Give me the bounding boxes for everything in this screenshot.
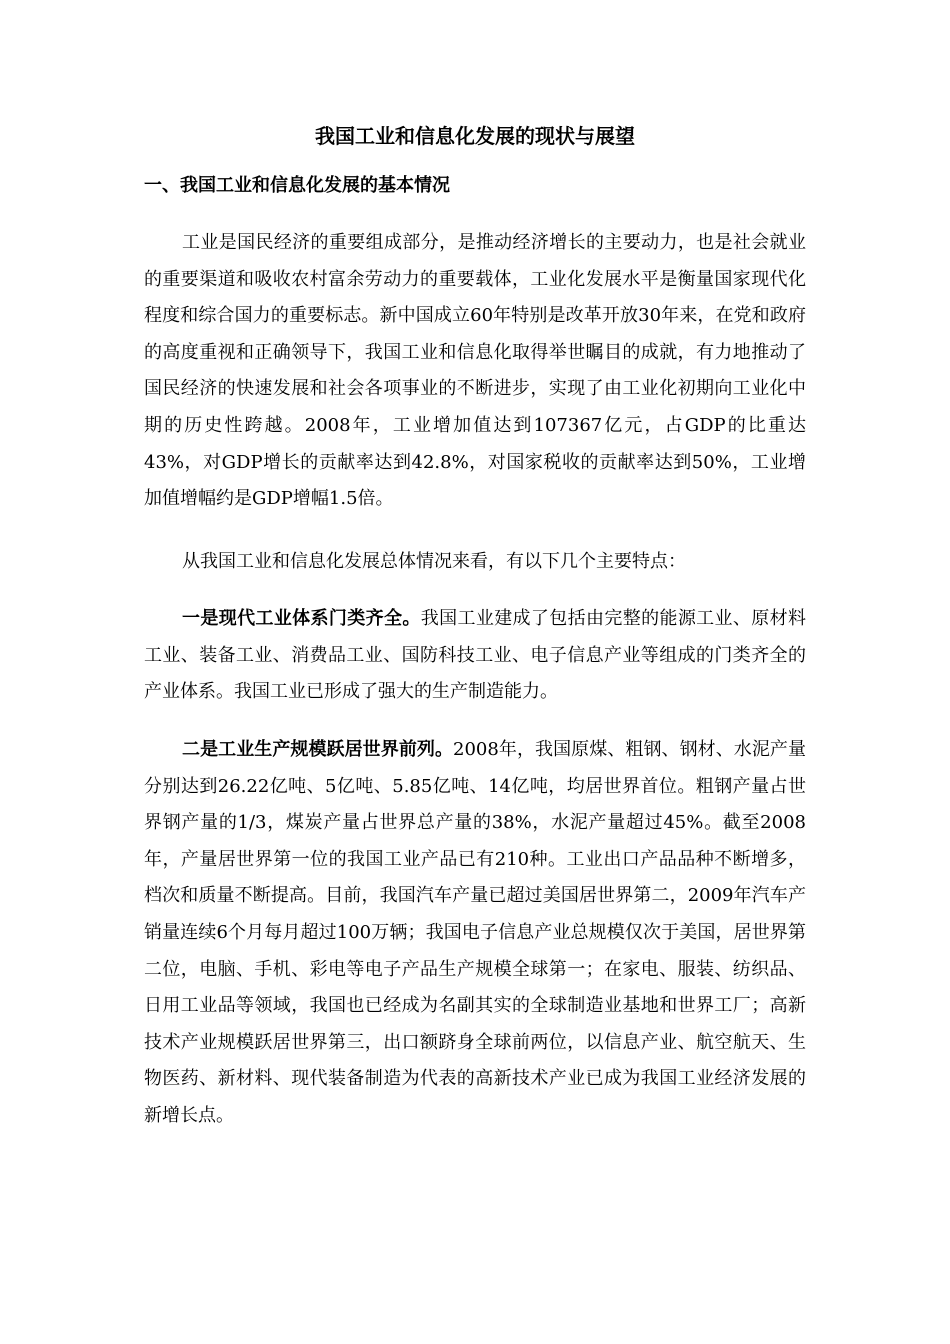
paragraph-text: 我国工业建成了包括由完整的能源工业、原材料工业、装备工业、消费品工业、国防科技工业、电子信息产业等组成的门类齐全的产业体系。我国工业已形成了强大的生产制造能力。 xyxy=(144,608,807,703)
paragraph-feature-2 xyxy=(144,732,806,1135)
paragraph-text: 从我国工业和信息化发展总体情况来看，有以下几个主要特点： xyxy=(182,551,686,572)
paragraph-text: 工业是国民经济的重要组成部分，是推动经济增长的主要动力，也是社会就业的重要渠道和吸收农村富余劳动力的重要载体，工业化发展水平是衡量国家现代化程度和综合国力的重要标志。新中国成立60年特别是改革开放30年来，在党和政府的高度重视和正确领导下，我国工业和信息化取得举世瞩目的成就，有力地推动了国民经济的快速发展和社会各项事业的不断进步，实现了由工业化初期向工业化中期的历史性跨越。2008年，工业增加值达到107367亿元，占GDP的比重达43%，对GDP增长的贡献率达到42.8%，对国家税收的贡献率达到50%，工业增加值增幅约是GDP增幅1.5倍。 xyxy=(144,232,806,510)
paragraph-feature-1 xyxy=(144,601,806,711)
section-heading: 一、我国工业和信息化发展的基本情况 xyxy=(144,175,450,196)
paragraph-lead: 一是现代工业体系门类齐全。 xyxy=(182,608,421,629)
paragraph-text: 2008年，我国原煤、粗钢、钢材、水泥产量分别达到26.22亿吨、5亿吨、5.85亿吨、14亿吨，均居世界首位。粗钢产量占世界钢产量的1/3，煤炭产量占世界总产量的38%，水泥产量超过45%。截至2008年，产量居世界第一位的我国工业产品已有210种。工业出口产品品种不断增多，档次和质量不断提高。目前，我国汽车产量已超过美国居世界第二，2009年汽车产销量连续6个月每月超过100万辆；我国电子信息产业总规模仅次于美国，居世界第二位，电脑、手机、彩电等电子产品生产规模全球第一；在家电、服装、纺织品、日用工业品等领域，我国也已经成为名副其实的全球制造业基地和世界工厂；高新技术产业规模跃居世界第三，出口额跻身全球前两位，以信息产业、航空航天、生物医药、新材料、现代装备制造为代表的高新技术产业已成为我国工业经济发展的新增长点。 xyxy=(144,739,807,1126)
document-title: 我国工业和信息化发展的现状与展望 xyxy=(315,124,635,148)
paragraph-overview xyxy=(144,225,806,518)
paragraph-lead: 二是工业生产规模跃居世界前列。 xyxy=(182,739,454,760)
paragraph-intro-features xyxy=(144,544,806,581)
